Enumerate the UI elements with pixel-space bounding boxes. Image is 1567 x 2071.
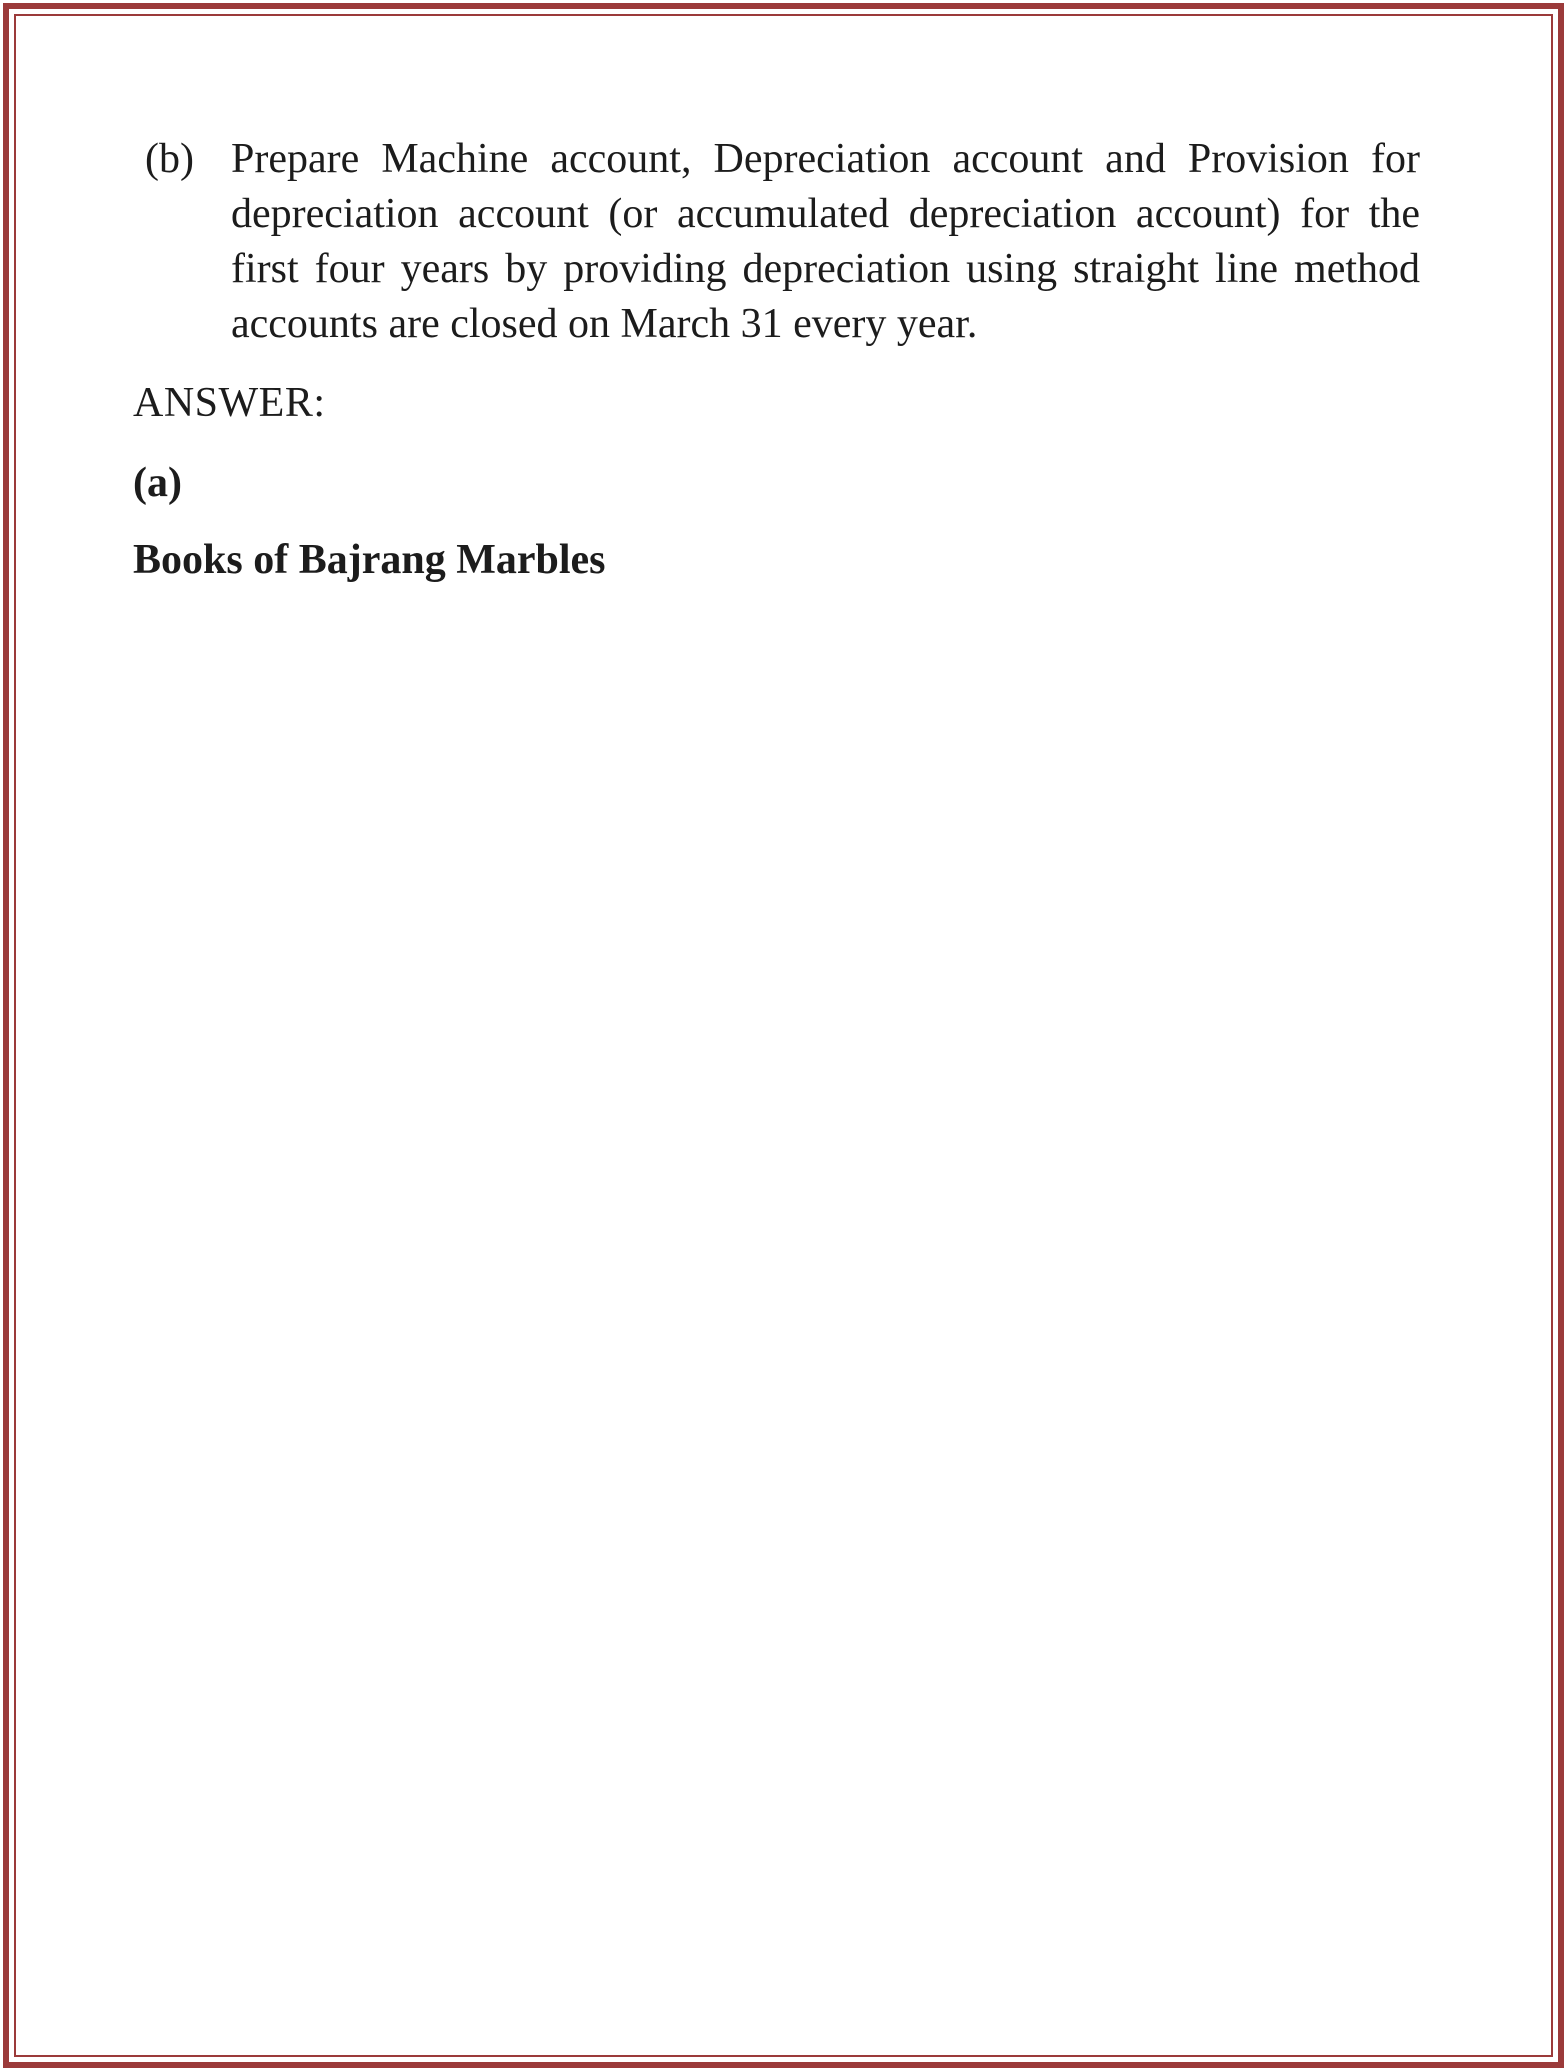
question-block: [145, 132, 1420, 352]
answer-part-label: (a): [133, 460, 182, 506]
question-label: (b): [145, 136, 194, 182]
books-title: Books of Bajrang Marbles: [133, 537, 606, 583]
question-text: Prepare Machine account, Depreciation account and Provision for depreciation account (or accumulated depreciation account) for the first four years by providing depreciation using straight line method accounts are closed on March 31 every year.: [231, 136, 1420, 347]
answer-heading: ANSWER:: [133, 380, 326, 426]
